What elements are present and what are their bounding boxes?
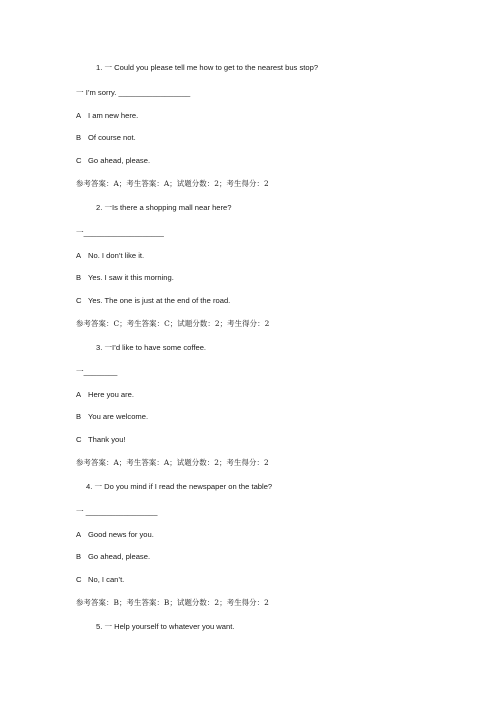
question-4-reference: 参考答案：B；考生答案：B；试题分数：2；考生得分：2	[76, 598, 269, 607]
question-1-prompt: 1. 一 Could you please tell me how to get to the nearest bus stop?	[96, 63, 319, 72]
option-text: Yes. I saw it this morning.	[88, 273, 174, 282]
option-key: A	[76, 530, 82, 539]
option-key: C	[76, 435, 82, 444]
question-1-option-b	[76, 133, 136, 143]
question-3-reference: 参考答案：A；考生答案：A；试题分数：2；考生得分：2	[76, 458, 269, 467]
question-4-option-a	[76, 530, 154, 540]
option-text: Yes. The one is just at the end of the road.	[88, 296, 231, 305]
option-key: C	[76, 575, 82, 584]
question-3-prompt: 3. 一I’d like to have some coffee.	[96, 343, 207, 352]
question-1-answer-line: 一 I’m sorry. _________________	[76, 88, 191, 97]
question-3-answer-line: 一________	[76, 367, 118, 376]
question-2-answer-line: 一___________________	[76, 228, 164, 237]
question-3-option-b	[76, 412, 148, 422]
option-key: C	[76, 296, 82, 305]
question-1-reference: 参考答案：A；考生答案：A；试题分数：2；考生得分：2	[76, 179, 269, 188]
option-key: B	[76, 412, 82, 421]
option-key: B	[76, 133, 82, 142]
question-2-prompt: 2. 一Is there a shopping mall near here?	[96, 203, 232, 212]
option-text: Go ahead, please.	[88, 552, 151, 561]
question-4-answer-line: 一 _________________	[76, 507, 158, 516]
question-5-prompt: 5. 一 Help yourself to whatever you want.	[96, 622, 235, 631]
question-4-option-c	[76, 575, 124, 585]
option-text: Go ahead, please.	[88, 156, 151, 165]
option-text: Here you are.	[88, 390, 135, 399]
question-4-option-b	[76, 552, 150, 562]
option-text: No. I don’t like it.	[88, 251, 145, 260]
question-1-option-c	[76, 156, 150, 166]
option-text: No, I can’t.	[88, 575, 125, 584]
option-text: Good news for you.	[88, 530, 154, 539]
option-key: C	[76, 156, 82, 165]
question-1-option-a	[76, 111, 138, 121]
option-key: A	[76, 251, 82, 260]
option-key: A	[76, 111, 82, 120]
option-text: Thank you!	[88, 435, 126, 444]
option-key: B	[76, 552, 82, 561]
option-text: I am new here.	[88, 111, 139, 120]
question-3-option-a	[76, 390, 134, 400]
question-2-reference: 参考答案：C；考生答案：C；试题分数：2；考生得分：2	[76, 319, 270, 328]
option-text: Of course not.	[88, 133, 136, 142]
option-key: A	[76, 390, 82, 399]
question-2-option-a	[76, 251, 144, 261]
question-2-option-c	[76, 296, 230, 306]
question-4-prompt: 4. 一 Do you mind if I read the newspaper on the table?	[86, 482, 273, 491]
question-3-option-c	[76, 435, 126, 445]
option-text: You are welcome.	[88, 412, 149, 421]
option-key: B	[76, 273, 82, 282]
question-2-option-b	[76, 273, 174, 283]
